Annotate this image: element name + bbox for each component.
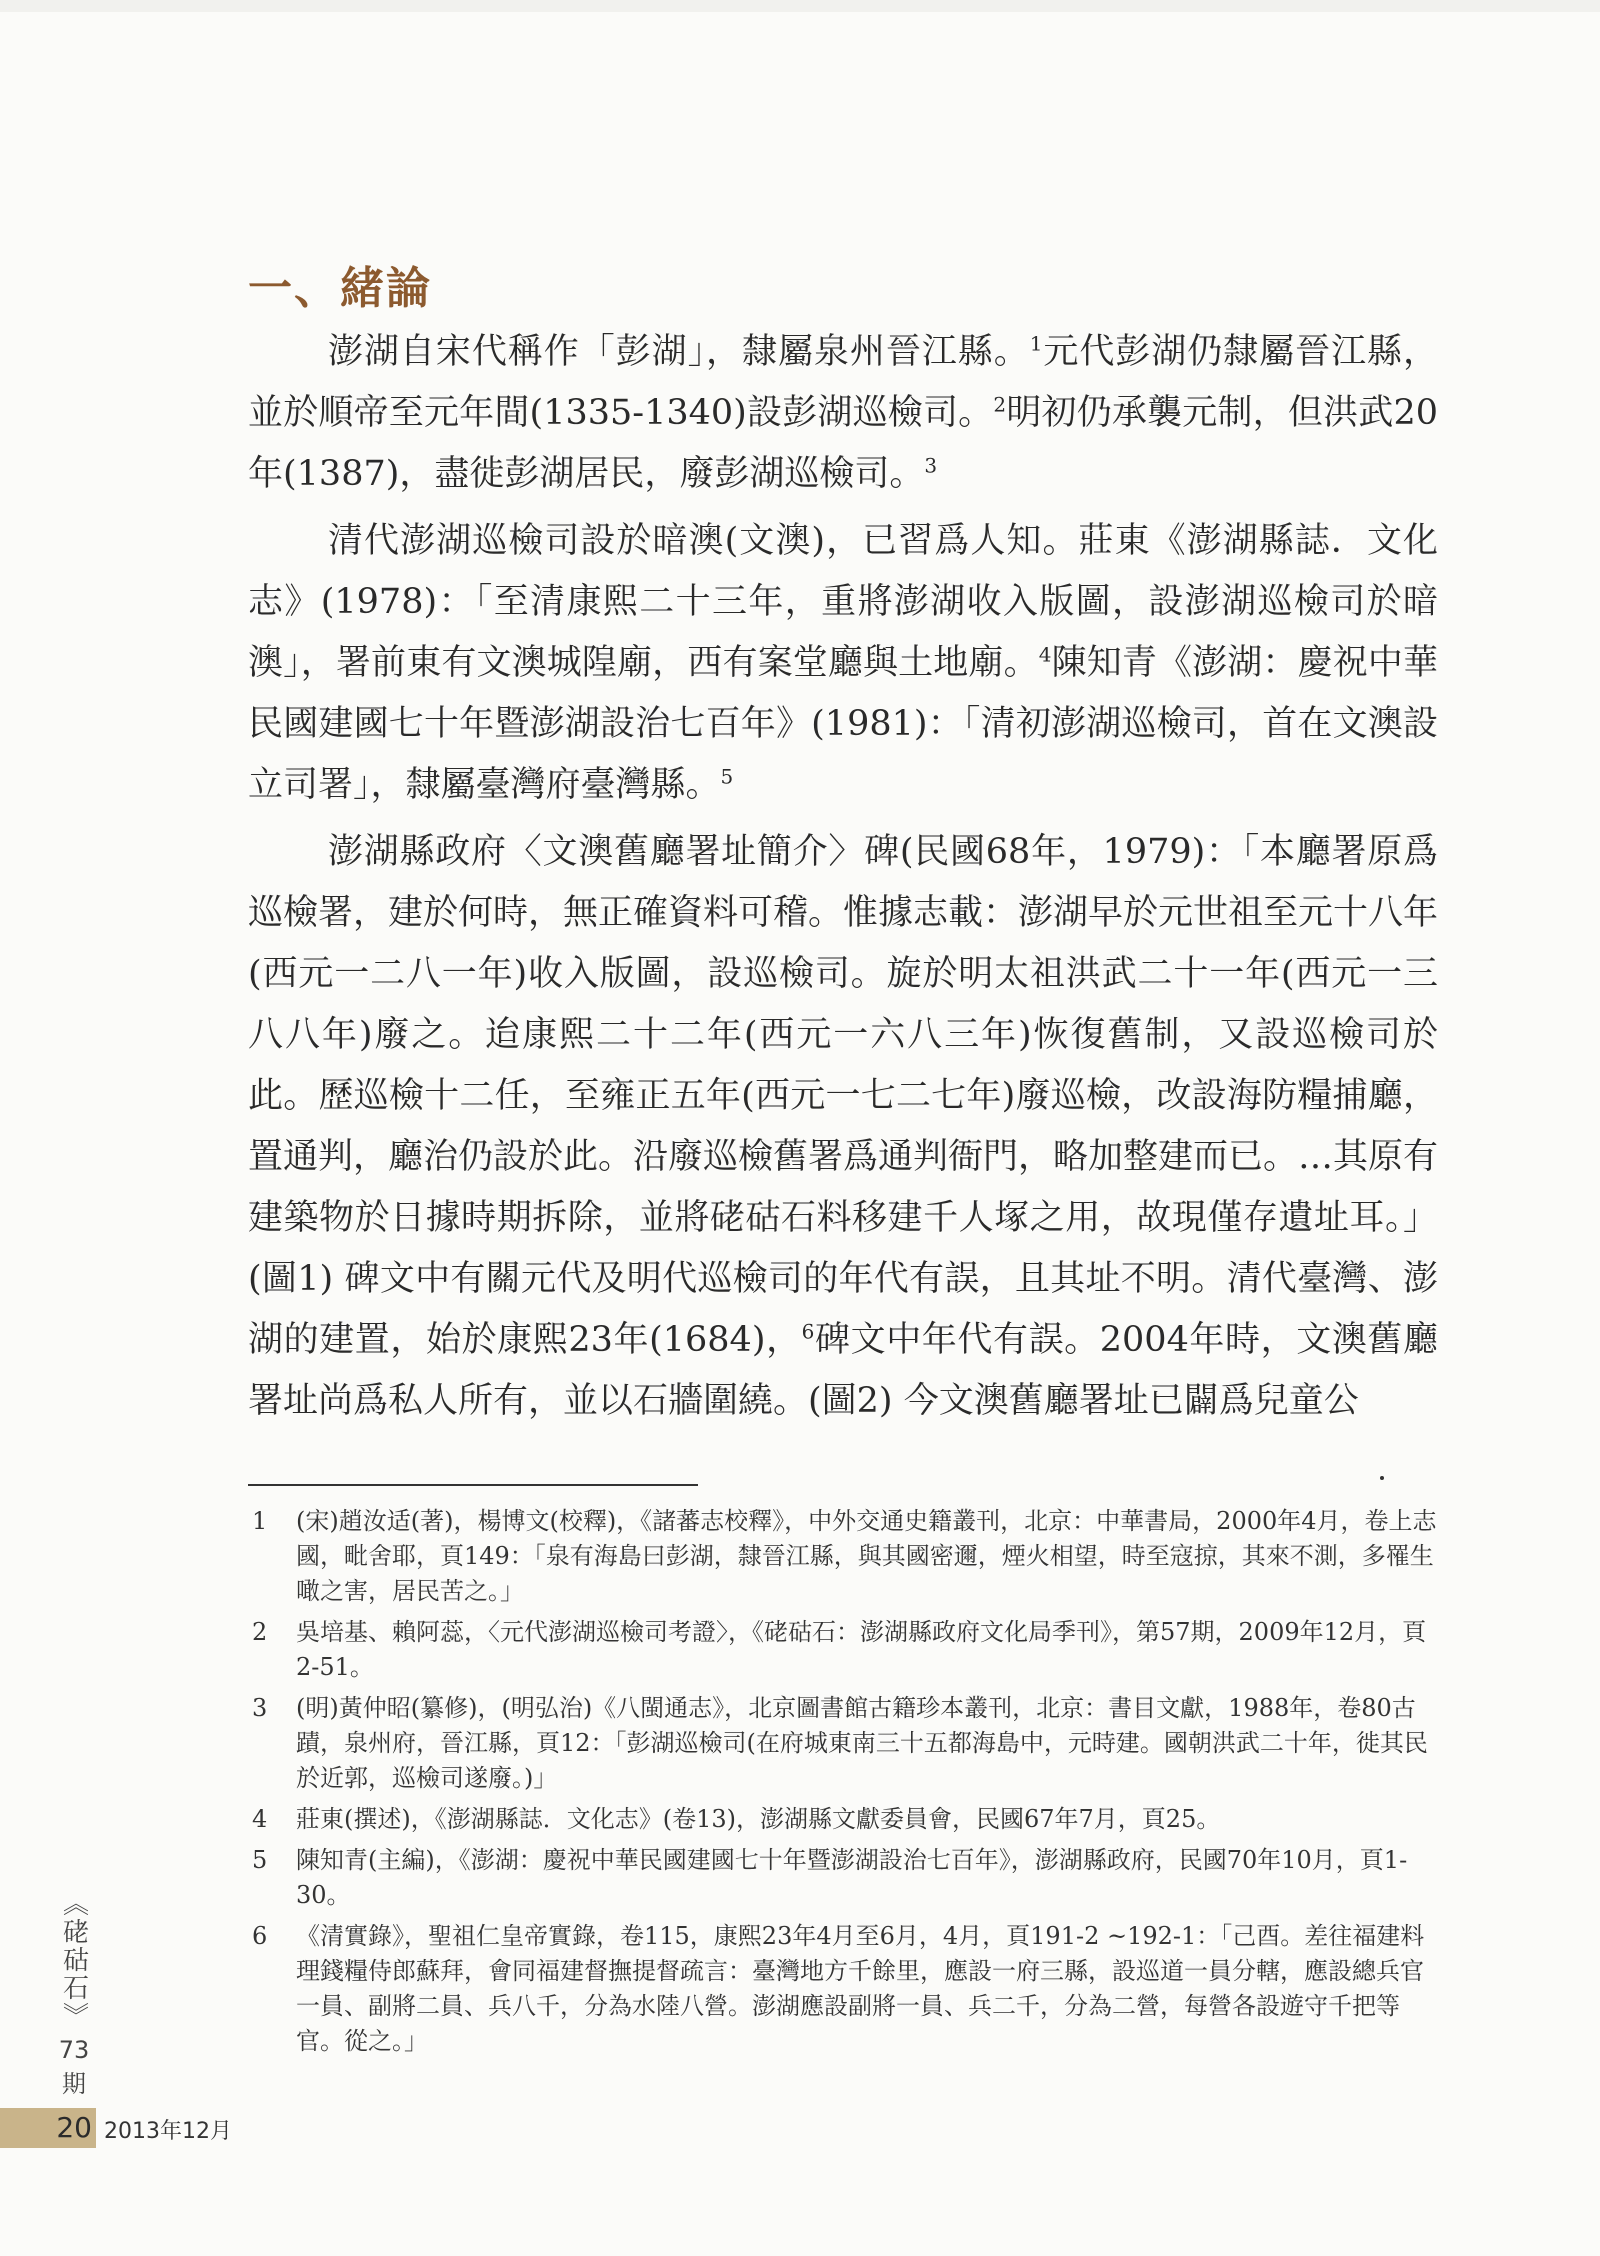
footnote-text: 陳知青(主編)，《澎湖：慶祝中華民國建國七十年暨澎湖設治七百年》，澎湖縣政府，民國70年10月，頁1-30。	[296, 1846, 1408, 1909]
page-number: 20	[56, 2111, 92, 2144]
footnote-ref[interactable]: 6	[801, 1319, 815, 1344]
journal-name: 《硓𥑮石》	[58, 1890, 89, 2030]
footnote-number: 4	[252, 1805, 268, 1833]
footnote	[248, 1802, 1438, 1837]
footnote	[248, 1504, 1438, 1609]
footnote-ref[interactable]: 2	[993, 392, 1007, 417]
footnote-number: 3	[252, 1694, 268, 1722]
paragraph-text: 明初仍承襲元制，但洪武20年(1387)，盡徙彭湖居民，廢彭湖巡檢司。	[248, 393, 1438, 494]
paragraph	[248, 511, 1438, 816]
page-number-box	[0, 2108, 96, 2148]
footnote-ref[interactable]: 1	[1029, 331, 1043, 356]
footnote	[248, 1843, 1438, 1913]
footnote-text: (宋)趙汝适(著)，楊博文(校釋)，《諸蕃志校釋》，中外交通史籍叢刊，北京：中華書局，2000年4月，卷上志國，毗舍耶，頁149：「泉有海島曰彭湖，隸晉江縣，與其國密邇，煙火相望，時至寇掠，其來不測，多罹生噉之害，居民苦之。」	[296, 1507, 1437, 1605]
journal-sidebar	[44, 1890, 104, 2098]
page-top-edge	[0, 0, 1600, 12]
paragraph-text: 澎湖自宋代稱作「彭湖」，隸屬泉州晉江縣。	[328, 332, 1030, 372]
paragraph-text: 清代澎湖巡檢司設於暗澳(文澳)，已習爲人知。莊東《澎湖縣誌．文化志》(1978)：「至清康熙二十三年，重將澎湖收入版圖，設澎湖巡檢司於暗澳」，署前東有文澳城隍廟，西有案堂廳與土地廟。	[248, 521, 1438, 683]
footnote-text: 莊東(撰述)，《澎湖縣誌．文化志》(卷13)，澎湖縣文獻委員會，民國67年7月，頁25。	[296, 1805, 1221, 1833]
footnote	[248, 1919, 1438, 2059]
footnote-ref[interactable]: 4	[1038, 642, 1052, 667]
footnote-number: 1	[252, 1507, 268, 1535]
page-footer	[0, 2108, 700, 2148]
footnotes	[248, 1504, 1438, 2065]
footnote	[248, 1691, 1438, 1796]
issue-number: 73	[58, 2036, 90, 2064]
paragraph-text: 元代彭湖仍隸屬晉江縣，並於順帝至元年間(1335-1340)設彭湖巡檢司。	[248, 332, 1438, 433]
footnote-divider	[248, 1484, 698, 1486]
footnote-text: (明)黃仲昭(纂修)，(明弘治)《八閩通志》，北京圖書館古籍珍本叢刊，北京：書目文獻，1988年，卷80古蹟，泉州府，晉江縣，頁12：「彭湖巡檢司(在府城東南三十五都海島中，元時建。國朝洪武二十年，徙其民於近郭，巡檢司遂廢。)」	[296, 1694, 1428, 1792]
section-title: 一、緒論	[248, 263, 432, 314]
paragraph-text: 陳知青《澎湖：慶祝中華民國建國七十年暨澎湖設治七百年》(1981)：「清初澎湖巡檢司，首在文澳設立司署」，隸屬臺灣府臺灣縣。	[248, 643, 1438, 805]
paragraph	[248, 822, 1438, 1432]
paragraph-text: 碑文中年代有誤。2004年時，文澳舊廳署址尚爲私人所有，並以石牆圍繞。(圖2) 今文澳舊廳署址已闢爲兒童公	[248, 1320, 1439, 1421]
issue-unit: 期	[62, 2070, 86, 2098]
footnote-number: 5	[252, 1846, 268, 1874]
footnote-ref[interactable]: 5	[720, 764, 734, 789]
footnote-ref[interactable]: 3	[924, 453, 938, 478]
footnote-text: 吳培基、賴阿蕊，〈元代澎湖巡檢司考證〉，《硓𥑮石：澎湖縣政府文化局季刊》，第57期，2009年12月，頁2-51。	[296, 1618, 1427, 1681]
footnote	[248, 1615, 1438, 1685]
paragraph	[248, 322, 1438, 505]
paragraph-text: 澎湖縣政府〈文澳舊廳署址簡介〉碑(民國68年，1979)：「本廳署原爲巡檢署，建於何時，無正確資料可稽。惟據志載：澎湖早於元世祖至元十八年(西元一二八一年)收入版圖，設巡檢司。旋於明太祖洪武二十一年(西元一三八八年)廢之。迨康熙二十二年(西元一六八三年)恢復舊制，又設巡檢司於此。歷巡檢十二任，至雍正五年(西元一七二七年)廢巡檢，改設海防糧捕廳，置通判，廳治仍設於此。沿廢巡檢舊署爲通判衙門，略加整建而已。…其原有建築物於日據時期拆除，並將硓𥑮石料移建千人塚之用，故現僅存遺址耳。」(圖1) 碑文中有關元代及明代巡檢司的年代有誤，且其址不明。清代臺灣、澎湖的建置，始於康熙23年(1684)，	[248, 832, 1439, 1360]
footnote-number: 6	[252, 1922, 268, 1950]
issue-date: 2013年12月	[104, 2119, 232, 2144]
footnote-number: 2	[252, 1618, 268, 1646]
footnote-text: 《清實錄》，聖祖仁皇帝實錄，卷115，康熙23年4月至6月，4月，頁191-2 ~192-1：「己酉。差往福建料理錢糧侍郎蘇拜，會同福建督撫提督疏言：臺灣地方千餘里，應設一府三縣，設巡道一員分轄，應設總兵官一員、副將二員、兵八千，分為水陸八營。澎湖應設副將一員、兵二千，分為二營，每營各設遊守千把等官。從之。」	[296, 1922, 1425, 2055]
scan-speck	[1380, 1476, 1384, 1480]
body-text	[248, 322, 1438, 1432]
